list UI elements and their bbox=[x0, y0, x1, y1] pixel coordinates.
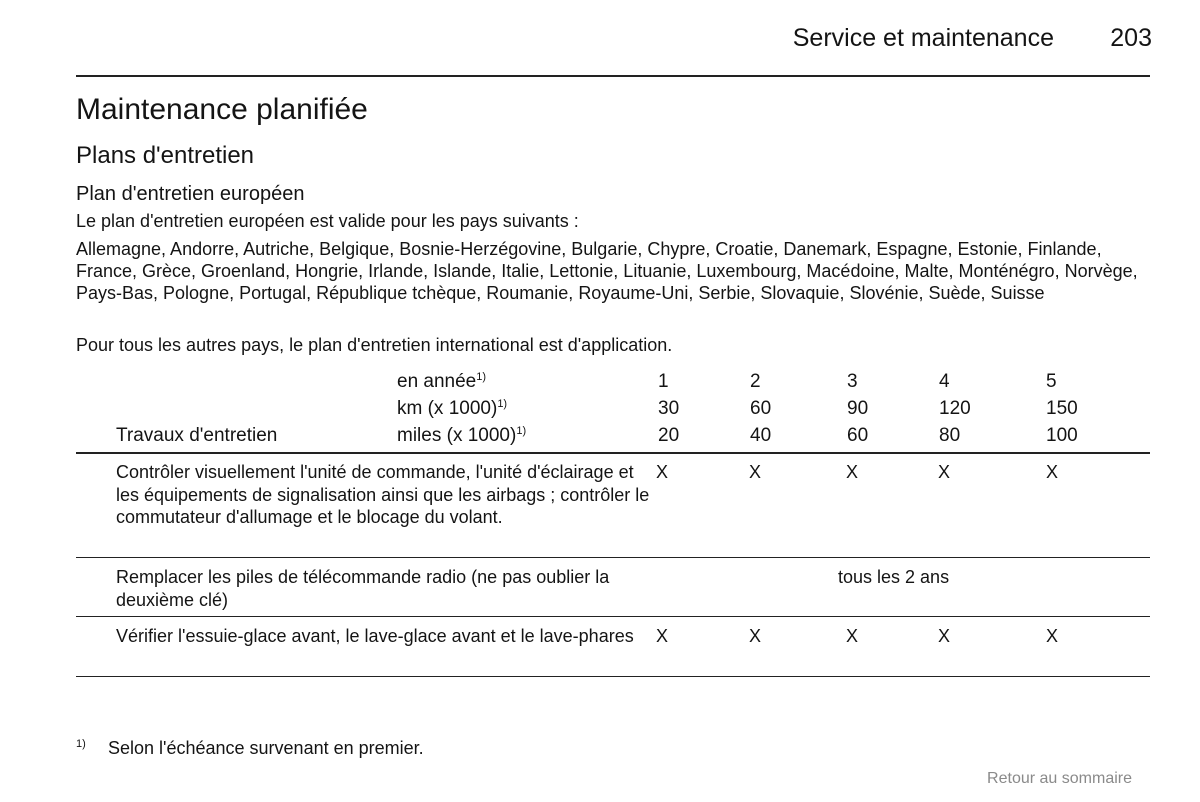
section-heading: Plan d'entretien européen bbox=[76, 183, 305, 205]
km-value: 30 bbox=[658, 398, 680, 419]
km-value: 60 bbox=[750, 398, 772, 419]
maintenance-task: Vérifier l'essuie-glace avant, le lave-glace avant et le lave-phares bbox=[116, 626, 634, 646]
check-mark: X bbox=[656, 626, 669, 646]
check-mark: X bbox=[1046, 626, 1059, 646]
footnote-ref: 1) bbox=[497, 398, 508, 410]
task-column-header: Travaux d'entretien bbox=[116, 425, 278, 446]
table-header-divider bbox=[76, 452, 1150, 454]
back-to-contents-link[interactable]: Retour au sommaire bbox=[987, 770, 1132, 787]
row-divider bbox=[76, 557, 1150, 558]
page-number: 203 bbox=[1110, 24, 1152, 52]
km-value: 120 bbox=[939, 398, 971, 419]
maintenance-task: Remplacer les piles de télécommande radio (ne pas oublier la deuxième clé) bbox=[116, 567, 610, 610]
header-divider bbox=[76, 75, 1150, 77]
year-value: 5 bbox=[1046, 371, 1057, 392]
footnote-text: Selon l'échéance survenant en premier. bbox=[108, 738, 424, 758]
miles-value: 100 bbox=[1046, 425, 1078, 446]
miles-value: 80 bbox=[939, 425, 961, 446]
year-value: 3 bbox=[847, 371, 858, 392]
maintenance-task: Contrôler visuellement l'unité de commande, l'unité d'éclairage et les équipements de signalisation ainsi que les airbags ; contrôler le commutateur d'allumage et le blocage du volant. bbox=[116, 462, 650, 527]
miles-value: 40 bbox=[750, 425, 772, 446]
sub-heading: Plans d'entretien bbox=[76, 142, 255, 169]
miles-value: 60 bbox=[847, 425, 869, 446]
row-label-km: km (x 1000)$^{1)}$ bbox=[397, 398, 508, 419]
year-value: 2 bbox=[750, 371, 761, 392]
other-countries-paragraph: Pour tous les autres pays, le plan d'entretien international est d'application. bbox=[76, 335, 673, 355]
intro-paragraph: Le plan d'entretien européen est valide pour les pays suivants : bbox=[76, 211, 579, 231]
check-mark: X bbox=[1046, 462, 1059, 482]
miles-value: 20 bbox=[658, 425, 680, 446]
row-label-year: en année$^{1)}$ bbox=[397, 371, 487, 392]
main-heading: Maintenance planifiée bbox=[76, 93, 368, 126]
check-mark: X bbox=[749, 462, 762, 482]
km-value: 150 bbox=[1046, 398, 1078, 419]
km-value: 90 bbox=[847, 398, 869, 419]
year-value: 4 bbox=[939, 371, 950, 392]
check-mark: X bbox=[846, 462, 859, 482]
row-label-miles: miles (x 1000)$^{1)}$ bbox=[397, 425, 527, 446]
footnote-ref: 1) bbox=[476, 371, 487, 383]
year-value: 1 bbox=[658, 371, 669, 392]
country-list: Allemagne, Andorre, Autriche, Belgique, Bosnie-Herzégovine, Bulgarie, Chypre, Croatie, Danemark, Espagne, Estonie, Finlande, France, Grèce, Groenland, Hongrie, Irlande, Islande, Italie, Lettonie, Lituanie, Luxembourg, Macédoine, Malte, Monténégro, Norvège, Pays-Bas, Pologne, Portugal, République tchèque, Roumanie, Royaume-Uni, Serbie, Slovaquie, Slovénie, Suède, Suisse bbox=[76, 239, 1138, 303]
interval-note: tous les 2 ans bbox=[838, 567, 950, 587]
check-mark: X bbox=[656, 462, 669, 482]
check-mark: X bbox=[938, 462, 951, 482]
check-mark: X bbox=[749, 626, 762, 646]
row-divider bbox=[76, 616, 1150, 617]
section-title: Service et maintenance bbox=[792, 24, 1054, 52]
footnote-mark: 1) bbox=[76, 738, 86, 750]
check-mark: X bbox=[938, 626, 951, 646]
table-bottom-rule bbox=[76, 676, 1150, 677]
footnote-ref: 1) bbox=[516, 425, 527, 437]
check-mark: X bbox=[846, 626, 859, 646]
